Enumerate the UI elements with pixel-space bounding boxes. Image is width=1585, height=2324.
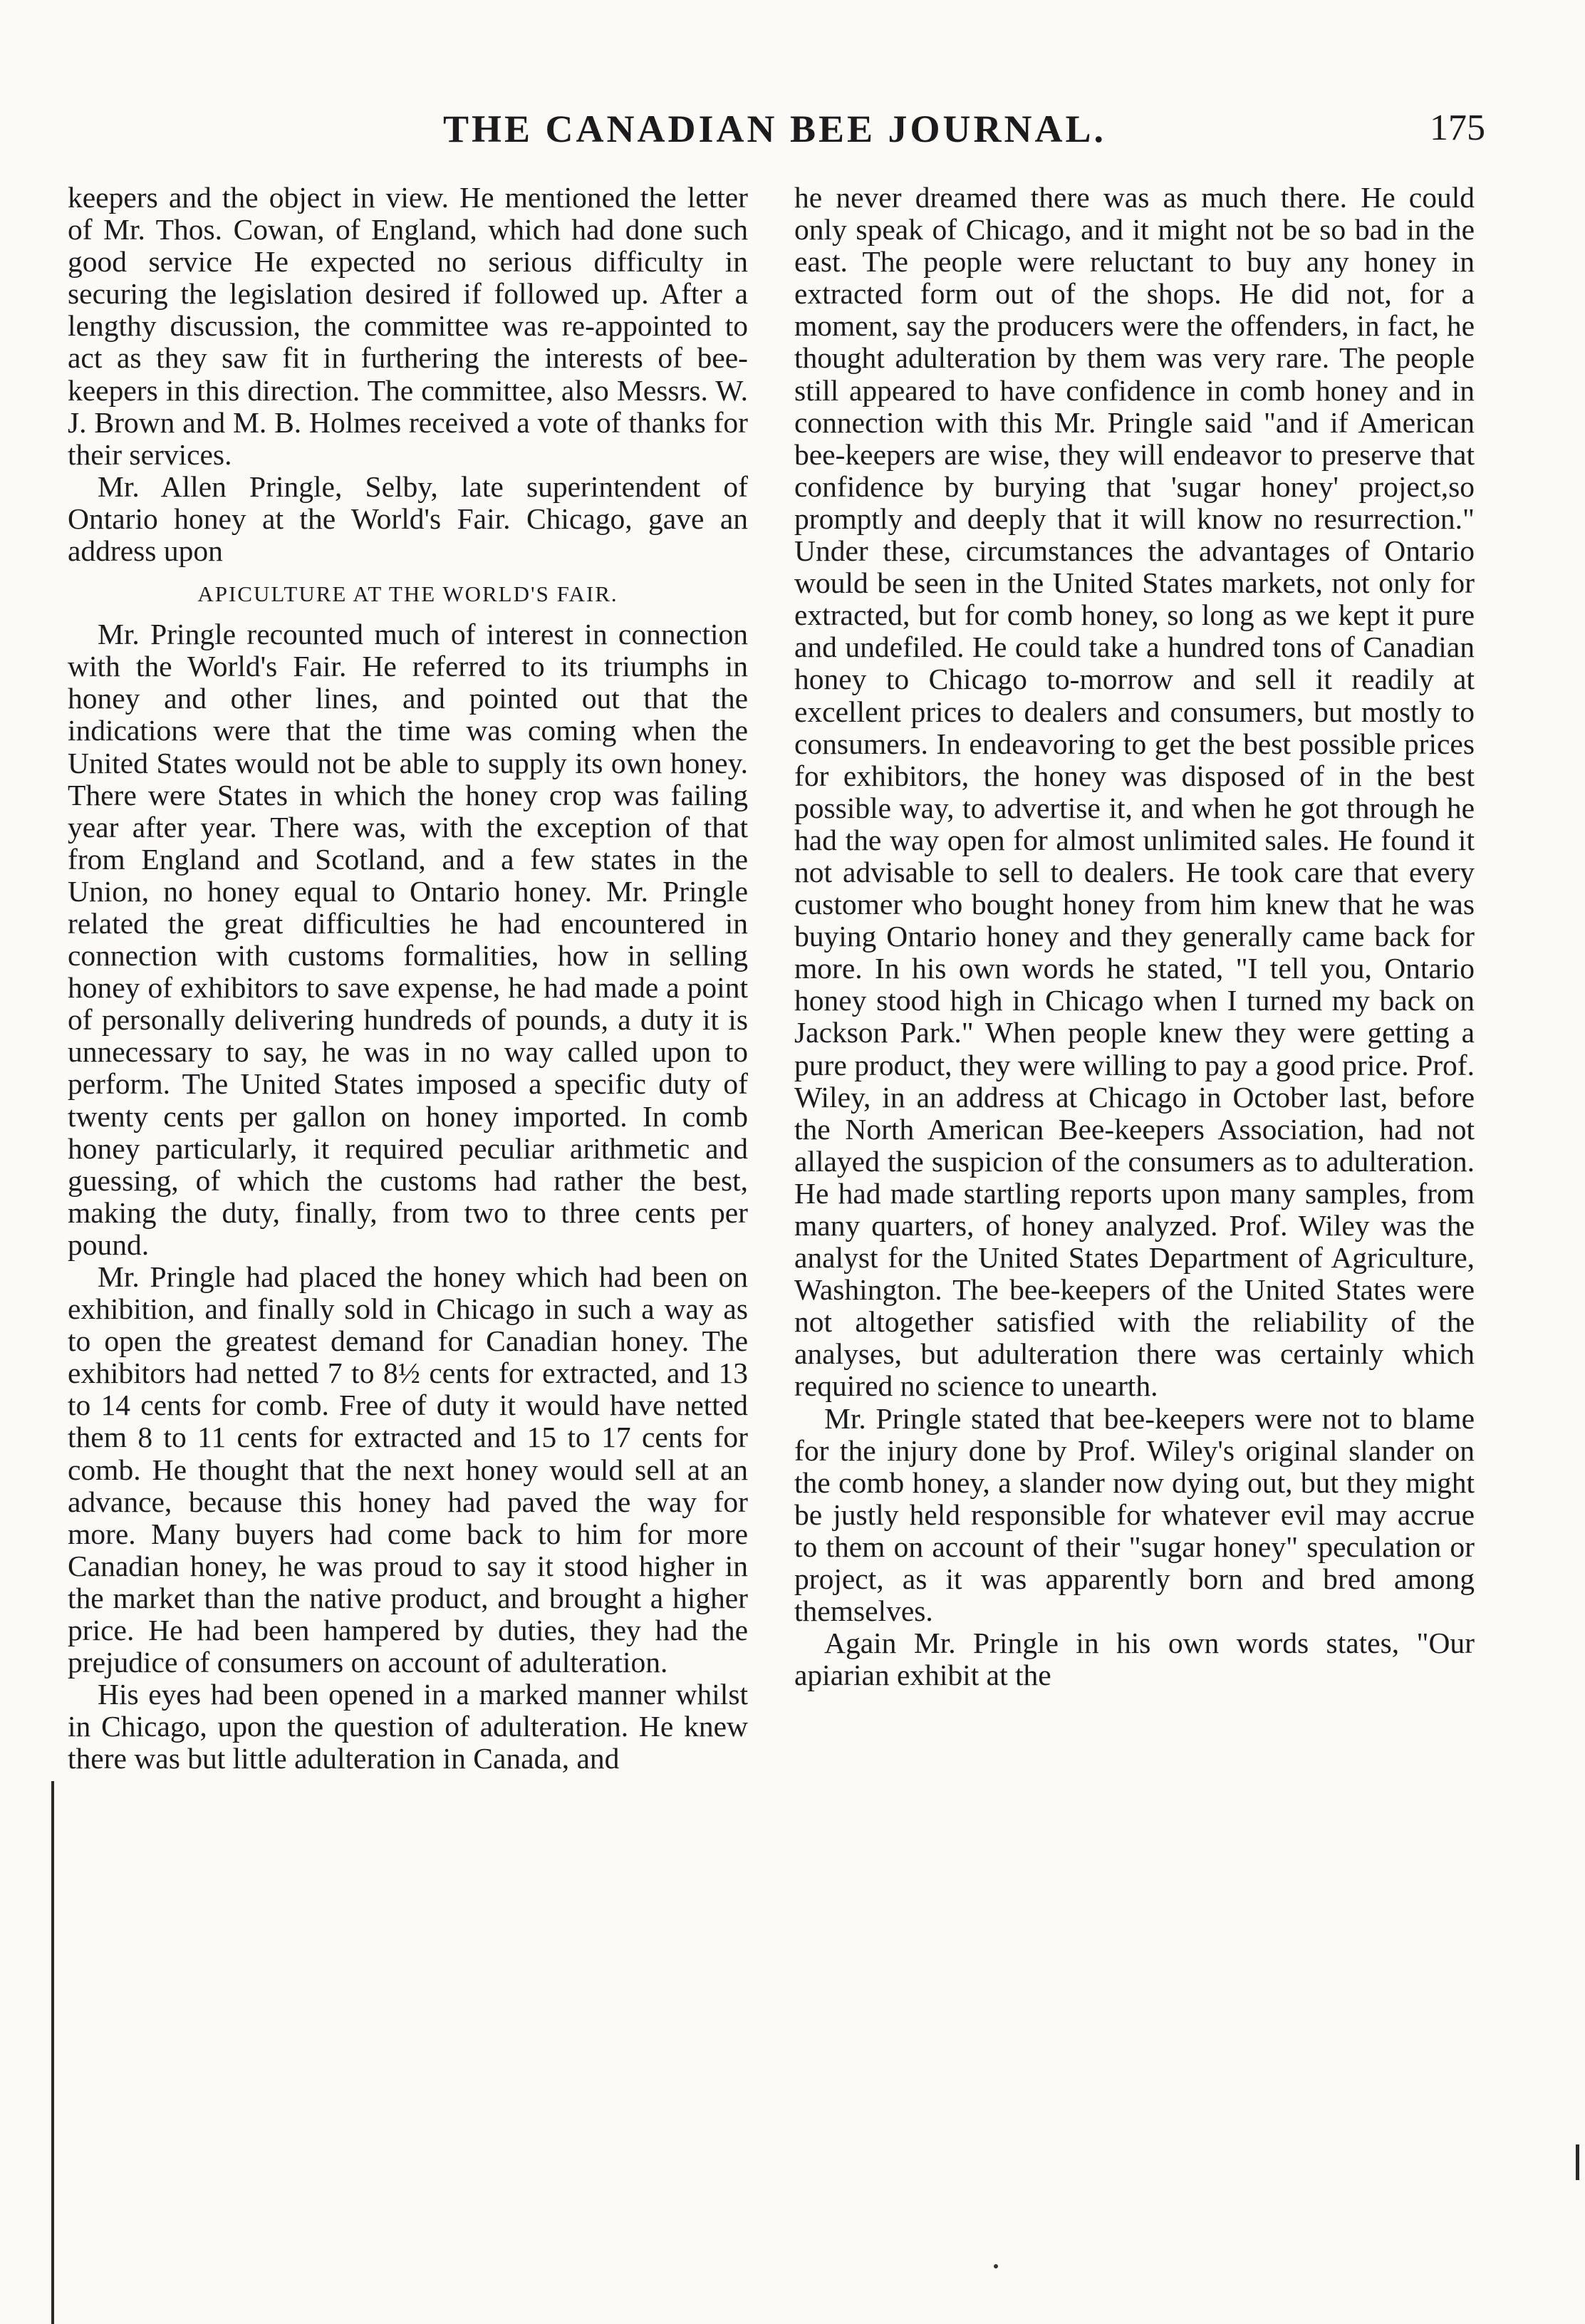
paragraph: keepers and the object in view. He mentioned the letter of Mr. Thos. Cowan, of England, which had done such good service He expected no serious difficulty in securing the legislation desired if followed up. After a lengthy discussion, the committee was re-appointed to act as they saw fit in furthering the interests of bee-keepers in this direction. The committee, also Messrs. W. J. Brown and M. B. Holmes received a vote of thanks for their services. [68, 181, 748, 471]
paragraph: His eyes had been opened in a marked manner whilst in Chicago, upon the question of adulteration. He knew there was but little adulteration in Canada, and [68, 1678, 748, 1775]
journal-title: THE CANADIAN BEE JOURNAL. [442, 108, 1107, 150]
print-speck [994, 2264, 998, 2268]
paragraph: he never dreamed there was as much there. He could only speak of Chicago, and it might not be so bad in the east. The people were reluctant to buy any honey in extracted form out of the shops. He did not, for a moment, say the producers were the offenders, in fact, he thought adulteration by them was very rare. The people still appeared to have confidence in comb honey and in connection with this Mr. Pringle said "and if American bee-keepers are wise, they will endeavor to preserve that confidence by burying that 'sugar honey' project,so promptly and deeply that it will know no resurrection." Under these, circumstances the advantages of Ontario would be seen in the United States markets, not only for extracted, but for comb honey, so long as we kept it pure and undefiled. He could take a hundred tons of Canadian honey to Chicago to-morrow and sell it readily at excellent prices to dealers and consumers, but mostly to consumers. In endeavoring to get the best possible prices for exhibitors, the honey was disposed of in the best possible way, to advertise it, and when he got through he had the way open for almost unlimited sales. He found it not advisable to sell to dealers. He took care that every customer who bought honey from him knew that he was buying Ontario honey and they generally came back for more. In his own words he stated, "I tell you, Ontario honey stood high in Chicago when I turned my back on Jackson Park." When people knew they were getting a pure product, they were willing to pay a good price. Prof. Wiley, in an address at Chicago in October last, before the North American Bee-keepers Association, had not allayed the suspicion of the consumers as to adulteration. He had made startling reports upon many samples, from many quarters, of honey analyzed. Prof. Wiley was the analyst for the United States Department of Agriculture, Washington. The bee-keepers of the United States were not altogether satisfied with the reliability of the analyses, but adulteration there was certainly which required no science to unearth. [794, 181, 1475, 1403]
page-number: 175 [1430, 108, 1485, 148]
section-heading: APICULTURE AT THE WORLD'S FAIR. [197, 581, 618, 607]
paragraph: Mr. Pringle had placed the honey which had been on exhibition, and finally sold in Chicago in such a way as to open the greatest demand for Canadian honey. The exhibitors had netted 7 to 8½ cents for extracted, and 13 to 14 cents for comb. Free of duty it would have netted them 8 to 11 cents for extracted and 15 to 17 cents for comb. He thought that the next honey would sell at an advance, because this honey had paved the way for more. Many buyers had come back to him for more Canadian honey, he was proud to say it stood higher in the market than the native product, and brought a higher price. He had been hampered by duties, they had the prejudice of consumers on account of adulteration. [68, 1260, 748, 1679]
paragraph: Mr. Allen Pringle, Selby, late superintendent of Ontario honey at the World's Fair. Chicago, gave an address upon [68, 470, 748, 568]
paragraph: Again Mr. Pringle in his own words states, "Our apiarian exhibit at the [794, 1627, 1475, 1692]
right-column [794, 182, 1475, 1691]
left-column [68, 182, 748, 1775]
margin-rule [51, 1781, 54, 2324]
edge-mark [1576, 2144, 1579, 2180]
paragraph: Mr. Pringle stated that bee-keepers were not to blame for the injury done by Prof. Wiley's original slander on the comb honey, a slander now dying out, but they might be justly held responsible for whatever evil may accrue to them on account of their "sugar honey" speculation or project, as it was apparently born and bred among themselves. [794, 1401, 1475, 1628]
running-head [64, 107, 1485, 157]
paragraph: Mr. Pringle recounted much of interest in connection with the World's Fair. He referred to its triumphs in honey and other lines, and pointed out that the indications were that the time was coming when the United States would not be able to supply its own honey. There were States in which the honey crop was failing year after year. There was, with the exception of that from England and Scotland, and a few states in the Union, no honey equal to Ontario honey. Mr. Pringle related the great difficulties he had encountered in connection with customs formalities, how in selling honey of exhibitors to save expense, he had made a point of personally delivering hundreds of pounds, a duty it is unnecessary to say, he was in no way called upon to perform. The United States imposed a specific duty of twenty cents per gallon on honey imported. In comb honey particularly, it required peculiar arithmetic and guessing, of which the customs had rather the best, making the duty, finally, from two to three cents per pound. [68, 618, 748, 1261]
